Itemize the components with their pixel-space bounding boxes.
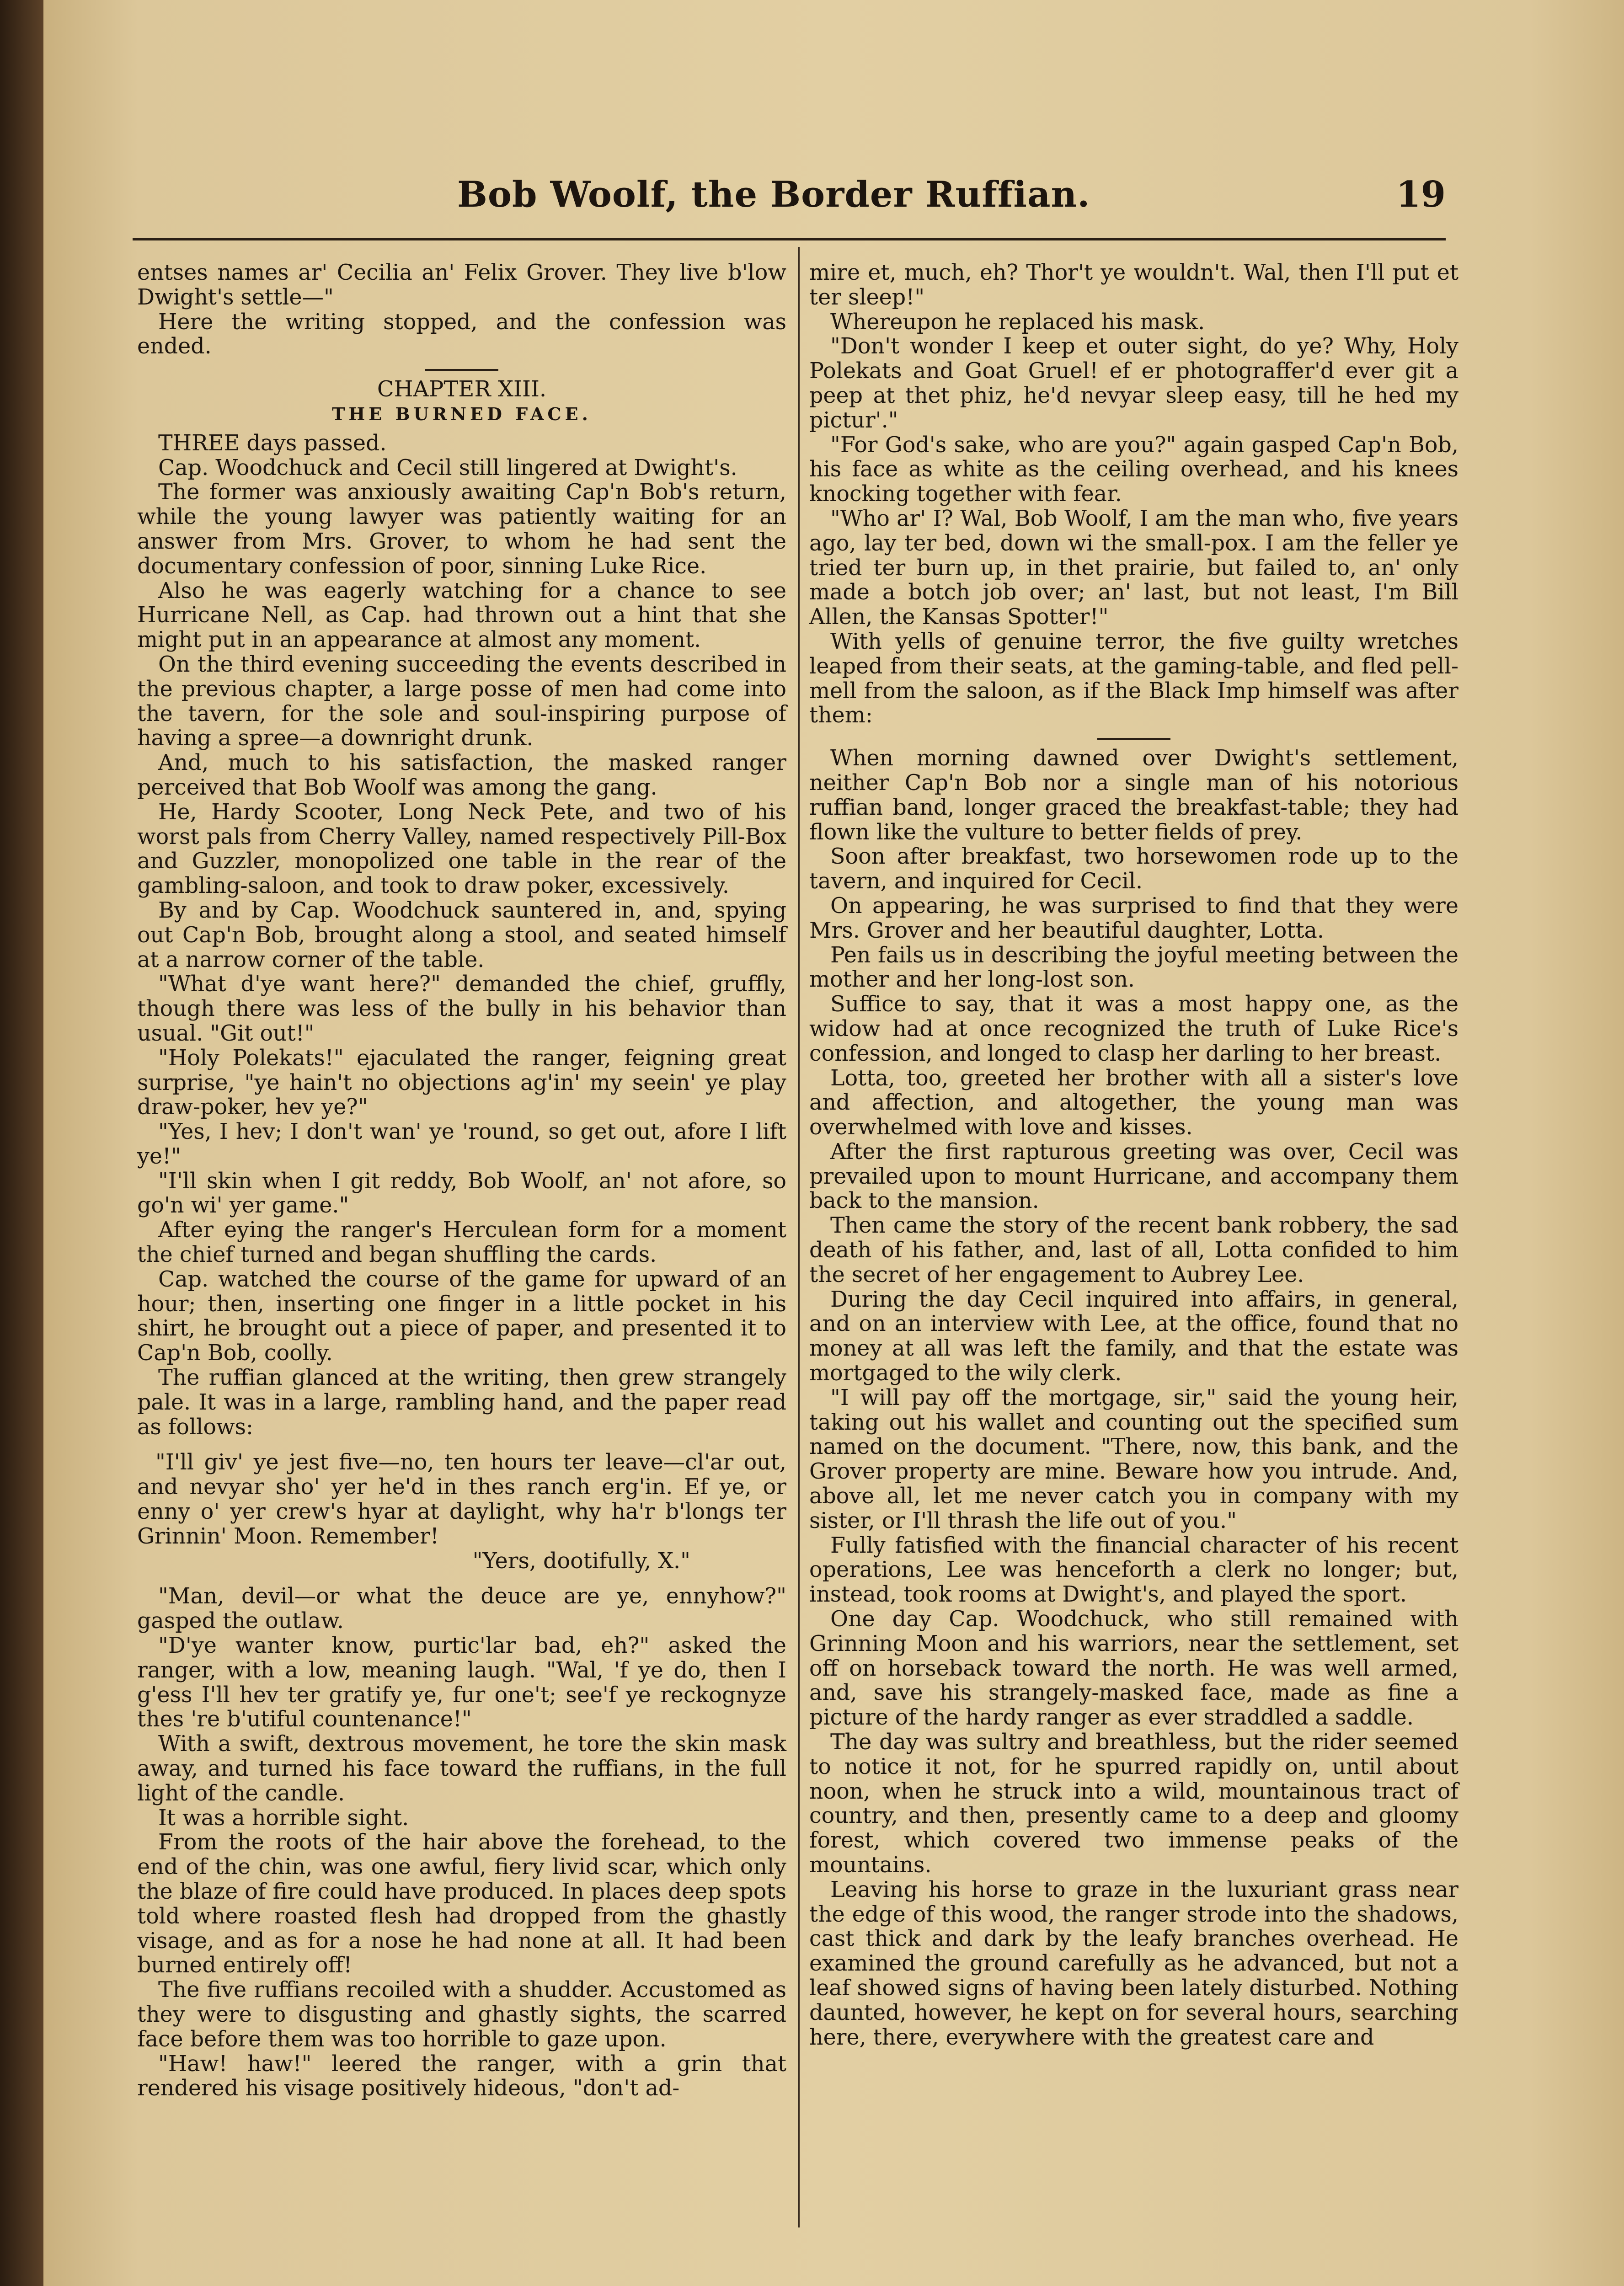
paragraph: Whereupon he replaced his mask. [830, 309, 1205, 335]
page-number: 19 [1396, 174, 1446, 215]
header-rule [133, 238, 1446, 240]
paragraph: Cap. Woodchuck and Cecil still lingered at Dwight's. [158, 455, 737, 481]
paragraph: "Man, devil—or what the deuce are ye, ennyhow?" gasped the outlaw. [137, 1584, 786, 1634]
paragraph: "I will pay off the mortgage, sir," said the young heir, taking out his wallet and counting out the specified sum named on the document. "There, now, this bank, and the Grover property are mine. Beware how you intrude. And, above all, let me never catch you in company with my sister, or I'll thrash the life out of you." [809, 1385, 1458, 1533]
paragraph: He, Hardy Scooter, Long Neck Pete, and two of his worst pals from Cherry Valley, named respectively Pill-Box and Guzzler, monopolized one table in the rear of the gambling-saloon, and took to draw poker, excessively. [137, 799, 786, 899]
paragraph: "Holy Polekats!" ejaculated the ranger, feigning great surprise, "ye hain't no objections ag'in' my seein' ye play draw-poker, hev ye?" [137, 1045, 786, 1120]
book-spine [0, 0, 43, 2286]
paragraph: On appearing, he was surprised to find that they were Mrs. Grover and her beautiful daughter, Lotta. [809, 893, 1458, 943]
paragraph: "Haw! haw!" leered the ranger, with a grin that rendered his visage positively hideous, "don't ad- [137, 2051, 786, 2101]
running-title: Bob Woolf, the Border Ruffian. [457, 174, 1090, 215]
paragraph: Pen fails us in describing the joyful meeting between the mother and her long-lost son. [809, 942, 1458, 993]
paragraph: Cap. watched the course of the game for upward of an hour; then, inserting one finger in a little pocket in his shirt, he brought out a piece of paper, and presented it to Cap'n Bob, coolly. [137, 1266, 786, 1366]
paragraph: One day Cap. Woodchuck, who still remained with Grinning Moon and his warriors, near the settlement, set off on horseback toward the north. He was well armed, and, save his strangely-masked face, made as fine a picture of the hardy ranger as ever straddled a saddle. [809, 1607, 1458, 1731]
paragraph: After the first rapturous greeting was over, Cecil was prevailed upon to mount Hurricane, and accompany them back to the mansion. [809, 1139, 1458, 1214]
letter-signature: "Yers, dootifully, X." [472, 1548, 690, 1574]
paragraph: With a swift, dextrous movement, he tore the skin mask away, and turned his face toward the ruffians, in the full light of the candle. [137, 1731, 786, 1806]
paragraph: Soon after breakfast, two horsewomen rode up to the tavern, and inquired for Cecil. [809, 844, 1458, 894]
paragraph: With yells of genuine terror, the five guilty wretches leaped from their seats, at the gaming-table, and fled pell-mell from the saloon, as if the Black Imp himself was after them: [809, 629, 1458, 728]
paragraph: Leaving his horse to graze in the luxuriant grass near the edge of this wood, the ranger strode into the shadows, cast thick and dark by the leafy branches overhead. He examined the ground carefully as he advanced, but not a leaf showed signs of having been lately disturbed. Nothing daunted, however, he kept on for several hours, searching here, there, everywhere with the greatest care and [809, 1877, 1458, 2050]
paragraph: "Who ar' I? Wal, Bob Woolf, I am the man who, five years ago, lay ter bed, down wi the small-pox. I am the feller ye tried ter burn up, in thet prairie, but failed to, an' only made a botch job over; an' last, but not least, I'm Bill Allen, the Kansas Spotter!" [809, 506, 1458, 630]
paragraph: By and by Cap. Woodchuck sauntered in, and, spying out Cap'n Bob, brought along a stool, and seated himself at a narrow corner of the table. [137, 897, 786, 972]
paragraph: And, much to his satisfaction, the masked ranger perceived that Bob Woolf was among the gang. [137, 750, 786, 800]
paragraph: "For God's sake, who are you?" again gasped Cap'n Bob, his face as white as the ceiling overhead, and his knees knocking together with fear. [809, 432, 1458, 507]
paragraph: Then came the story of the recent bank robbery, the sad death of his father, and, last of all, Lotta confided to him the secret of her engagement to Aubrey Lee. [809, 1213, 1458, 1287]
paragraph: mire et, much, eh? Thor't ye wouldn't. Wal, then I'll put et ter sleep!" [809, 260, 1458, 310]
paragraph: Here the writing stopped, and the confession was ended. [137, 309, 786, 359]
quoted-letter [137, 1450, 786, 1573]
paragraph: entses names ar' Cecilia an' Felix Grover. They live b'low Dwight's settle—" [137, 260, 786, 310]
paragraph: During the day Cecil inquired into affairs, in general, and on an interview with Lee, at the office, found that no money at all was left the family, and that the estate was mortgaged to the wily clerk. [809, 1287, 1458, 1386]
paragraph: "I'll skin when I git reddy, Bob Woolf, an' not afore, so go'n wi' yer game." [137, 1168, 786, 1218]
paragraph: From the roots of the hair above the forehead, to the end of the chin, was one awful, fiery livid scar, which only the blaze of fire could have produced. In places deep spots told where roasted flesh had dropped from the ghastly visage, and as for a nose he had none at all. It had been burned entirely off! [137, 1830, 786, 1978]
paragraph: "Yes, I hev; I don't wan' ye 'round, so get out, afore I lift ye!" [137, 1119, 786, 1169]
paragraph: "D'ye wanter know, purtic'lar bad, eh?" asked the ranger, with a low, meaning laugh. "Wal, 'f ye do, then I g'ess I'll hev ter gratify ye, fur one't; see'f ye reckognyze thes 're b'utiful countenance!" [137, 1633, 786, 1732]
letter-text: "I'll giv' ye jest five—no, ten hours ter leave—cl'ar out, and nevyar sho' yer he'd in thes ranch erg'in. Ef ye, or enny o' yer crew's hyar at daylight, why ha'r b'longs ter Grinnin' Moon. Remember! [137, 1450, 786, 1549]
section-divider [425, 369, 498, 371]
paragraph: The former was anxiously awaiting Cap'n Bob's return, while the young lawyer was patiently waiting for an answer from Mrs. Grover, to whom he had sent the documentary confession of poor, sinning Luke Rice. [137, 480, 786, 579]
chapter-title: THE BURNED FACE. [332, 403, 592, 424]
left-column [137, 261, 786, 2101]
page-header [457, 174, 1446, 229]
paragraph: Also he was eagerly watching for a chance to see Hurricane Nell, as Cap. had thrown out a hint that she might put in an appearance at almost any moment. [137, 578, 786, 653]
paragraph: The five ruffians recoiled with a shudder. Accustomed as they were to disgusting and ghastly sights, the scarred face before them was too horrible to gaze upon. [137, 1977, 786, 2052]
paragraph: Suffice to say, that it was a most happy one, as the widow had at once recognized the truth of Luke Rice's confession, and longed to clasp her darling to her breast. [809, 992, 1458, 1066]
paragraph: When morning dawned over Dwight's settlement, neither Cap'n Bob nor a single man of his notorious ruffian band, longer graced the breakfast-table; they had flown like the vulture to better fields of prey. [809, 746, 1458, 845]
section-divider [1097, 738, 1170, 740]
paragraph: Fully fatisfied with the financial character of his recent operations, Lee was henceforth a clerk no longer; but, instead, took rooms at Dwight's, and played the sport. [809, 1533, 1458, 1608]
right-column [809, 261, 1458, 2050]
paragraph: THREE days passed. [158, 430, 387, 456]
paragraph: It was a horrible sight. [158, 1805, 409, 1831]
paragraph: The day was sultry and breathless, but the rider seemed to notice it not, for he spurred rapidly on, until about noon, when he struck into a wild, mountainous tract of country, and then, presently came to a deep and gloomy forest, which covered two immense peaks of the mountains. [809, 1730, 1458, 1878]
paragraph: After eying the ranger's Herculean form for a moment the chief turned and began shuffling the cards. [137, 1218, 786, 1268]
paragraph: The ruffian glanced at the writing, then grew strangely pale. It was in a large, rambling hand, and the paper read as follows: [137, 1365, 786, 1440]
paragraph: "What d'ye want here?" demanded the chief, gruffly, though there was less of the bully in his behavior than usual. "Git out!" [137, 972, 786, 1046]
paragraph: "Don't wonder I keep et outer sight, do ye? Why, Holy Polekats and Goat Gruel! ef er photograffer'd ever git a peep at thet phiz, he'd nevyar sleep easy, till he hed my pictur'." [809, 334, 1458, 433]
paragraph: Lotta, too, greeted her brother with all a sister's love and affection, and altogether, the young man was overwhelmed with love and kisses. [809, 1065, 1458, 1140]
column-divider [798, 247, 800, 2227]
chapter-heading: CHAPTER XIII. [377, 376, 547, 402]
paragraph: On the third evening succeeding the events described in the previous chapter, a large posse of men had come into the tavern, for the sole and soul-inspiring purpose of having a spree—a downright drunk. [137, 652, 786, 751]
